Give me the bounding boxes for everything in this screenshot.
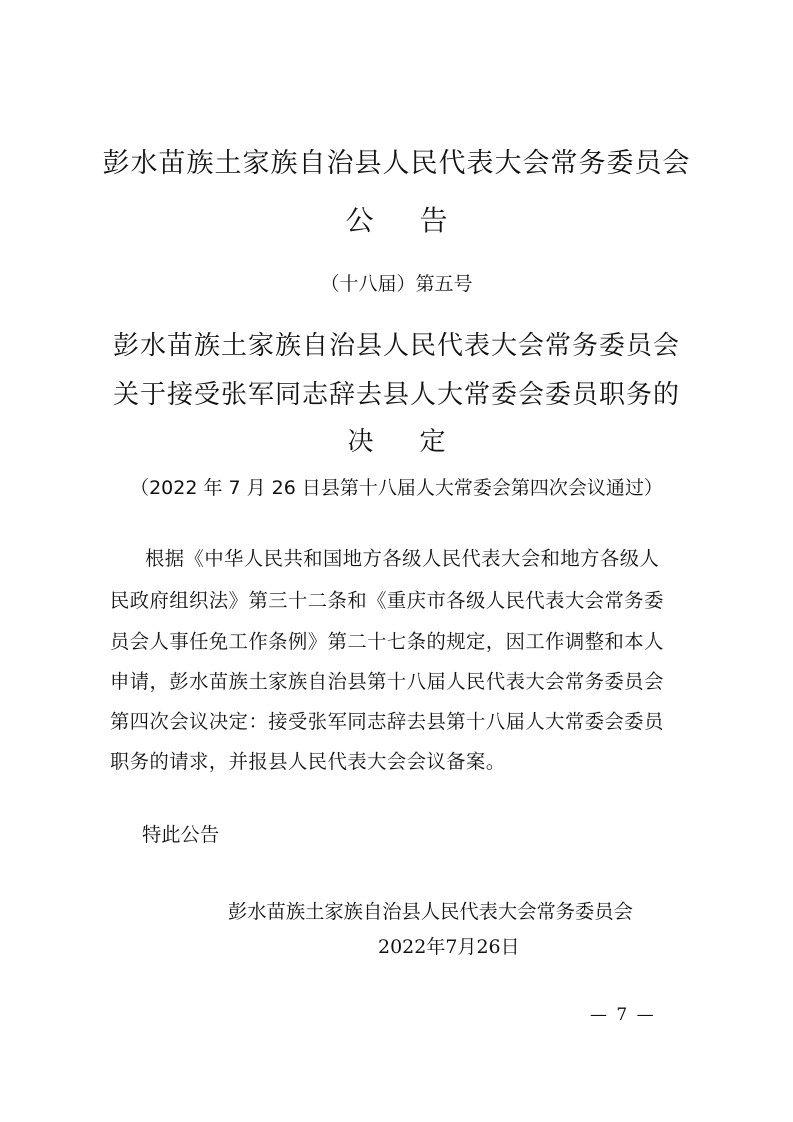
issuing-body-title: 彭水苗族土家族自治县人民代表大会常务委员会 bbox=[102, 148, 691, 179]
document-number: （十八届）第五号 bbox=[320, 273, 473, 295]
body-paragraph-line: 根据《中华人民共和国地方各级人民代表大会和地方各级人 bbox=[145, 547, 660, 570]
body-paragraph-line: 员会人事任免工作条例》第二十七条的规定，因工作调整和本人 bbox=[110, 630, 664, 653]
body-paragraph-line: 第四次会议决定：接受张军同志辞去县第十八届人大常委会委员 bbox=[110, 710, 664, 733]
body-paragraph-line: 申请，彭水苗族土家族自治县第十八届人民代表大会常务委员会 bbox=[110, 670, 664, 693]
decision-title-line-2: 关于接受张军同志辞去县人大常委会委员职务的 bbox=[112, 380, 680, 410]
adoption-note: （2022 年 7 月 26 日县第十八届人大常委会第四次会议通过） bbox=[130, 477, 663, 499]
decision-title-line-1: 彭水苗族土家族自治县人民代表大会常务委员会 bbox=[112, 331, 680, 361]
document-type-title: 公告 bbox=[345, 204, 494, 237]
signature-date: 2022年7月26日 bbox=[378, 936, 520, 958]
body-paragraph-line: 民政府组织法》第三十二条和《重庆市各级人民代表大会常务委 bbox=[110, 589, 664, 612]
closing-statement: 特此公告 bbox=[142, 823, 220, 846]
body-paragraph-line: 职务的请求，并报县人民代表大会会议备案。 bbox=[110, 750, 506, 773]
page-number: — 7 — bbox=[590, 1005, 656, 1025]
decision-title-line-3: 决定 bbox=[347, 427, 492, 457]
signatory-name: 彭水苗族土家族自治县人民代表大会常务委员会 bbox=[228, 900, 633, 923]
